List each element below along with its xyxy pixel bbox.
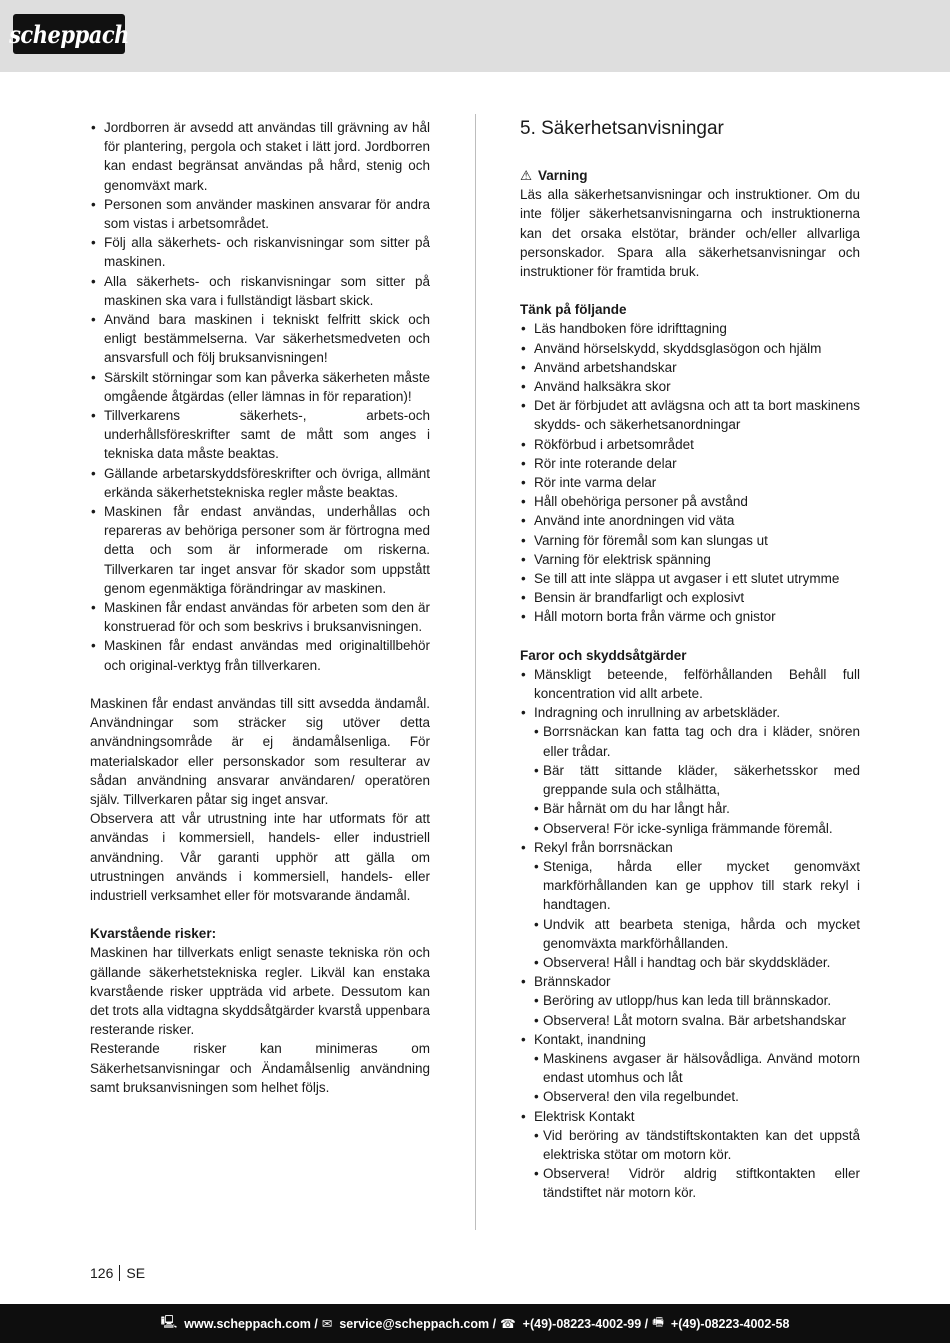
hazard-item-text: Elektrisk Kontakt xyxy=(534,1108,635,1124)
hazard-sub-item: • Observera! den vila regelbundet. xyxy=(520,1087,860,1106)
hazard-item xyxy=(520,1030,860,1107)
computer-icon: 🖳 xyxy=(160,1315,178,1329)
think-heading: Tänk på följande xyxy=(520,302,627,318)
hazard-sub-item: • Undvik att bearbeta steniga, hårda och mycket genomväxta markförhållanden. xyxy=(520,915,860,953)
think-list-item: • Använd arbetshandskar xyxy=(520,358,860,377)
hazard-sub-item: • Vid beröring av tändstiftskontakten kan det uppstå elektriska stötar om motorn kör. xyxy=(520,1126,860,1164)
hazard-sub-item: • Observera! För icke-synliga främmande föremål. xyxy=(520,819,860,838)
scheppach-logo: scheppach xyxy=(13,14,125,54)
hazard-item xyxy=(520,665,860,703)
warning-text: Läs alla säkerhetsanvisningar och instruktioner. Om du inte följer säkerhetsanvisningarna och instruktionerna kan det orsaka elstötar, bränder och/eller allvarliga personskador. Spara alla säkerhetsanvisningar och instruktioner för framtida bruk. xyxy=(520,187,860,280)
usage-bullet-item: • Gällande arbetarskyddsföreskrifter och övriga, allmänt erkända säkerhetstekniska regler måste beaktas. xyxy=(90,464,430,502)
warning-label: Varning xyxy=(538,168,588,183)
think-list-item: • Håll motorn borta från värme och gnistor xyxy=(520,607,860,626)
usage-bullet-item: • Jordborren är avsedd att användas till grävning av hål för plantering, pergola och staket i lätt jord. Jordborren kan endast begränsat användas på hård, stenig och genomväxt mark. xyxy=(90,118,430,195)
page-number-value: 126 xyxy=(90,1265,114,1281)
phone-icon: ☎ xyxy=(500,1317,516,1331)
think-list-item: • Använd inte anordningen vid väta xyxy=(520,511,860,530)
usage-bullet-item: • Särskilt störningar som kan påverka säkerheten måste omgående åtgärdas (eller lämnas in för reparation)! xyxy=(90,368,430,406)
hazard-item-text: Rekyl från borrsnäckan xyxy=(534,839,673,855)
think-list-item: • Varning för föremål som kan slungas ut xyxy=(520,531,860,550)
think-list-item: • Rökförbud i arbetsområdet xyxy=(520,435,860,454)
think-list-item: • Rör inte varma delar xyxy=(520,473,860,492)
hazard-sub-list xyxy=(520,991,860,1029)
usage-bullet-item: • Maskinen får endast användas, underhållas och repareras av behöriga personer som är förtrogna med detta och som är informerade om riskerna. Tillverkaren tar inget ansvar för skador som uppstått genom egenmäktiga förändringar av maskinen. xyxy=(90,502,430,598)
footer-bar xyxy=(0,1304,950,1343)
hazard-sub-item: • Observera! Låt motorn svalna. Bär arbetshandskar xyxy=(520,1011,860,1030)
hazard-item xyxy=(520,838,860,972)
page-number xyxy=(90,1265,145,1281)
right-column xyxy=(520,118,860,1203)
hazard-item-text: Brännskador xyxy=(534,974,611,990)
mail-icon: ✉ xyxy=(321,1317,333,1331)
usage-bullet-item: • Följ alla säkerhets- och riskanvisningar som sitter på maskinen. xyxy=(90,233,430,271)
usage-bullet-item: • Alla säkerhets- och riskanvisningar som sitter på maskinen ska vara i fullständigt läsbart skick. xyxy=(90,272,430,310)
hazard-sub-list xyxy=(520,857,860,972)
hazard-sub-item: • Steniga, hårda eller mycket genomväxt markförhållanden kan ge upphov till stark rekyl i handtagen. xyxy=(520,857,860,915)
hazard-item-text: Mänskligt beteende, felförhållanden Behåll full koncentration vid allt arbete. xyxy=(534,666,860,702)
hazard-item xyxy=(520,972,860,1030)
header-band xyxy=(0,0,950,72)
hazard-sub-list xyxy=(520,1126,860,1203)
residual-risks-heading: Kvarstående risker: xyxy=(90,926,217,942)
think-list-item: • Bensin är brandfarligt och explosivt xyxy=(520,588,860,607)
footer-website[interactable]: www.scheppach.com / xyxy=(184,1316,318,1331)
hazard-sub-item: • Beröring av utlopp/hus kan leda till brännskador. xyxy=(520,991,860,1010)
left-column xyxy=(90,118,430,1097)
section-title: 5. Säkerhetsanvisningar xyxy=(520,118,724,139)
hazard-sub-item: • Observera! Vidrör aldrig stiftkontakten eller tändstiftet när motorn kör. xyxy=(520,1164,860,1202)
usage-bullet-item: • Maskinen får endast användas med originaltillbehör och original-verktyg från tillverkaren. xyxy=(90,636,430,674)
commercial-use-paragraph: Observera att vår utrustning inte har utformats för att användas i kommersiell, handels- eller industriell användning. Vår garanti upphör att gälla om utrustningen används i kommersiell, handels- eller industriell verksamhet eller för motsvarande ändamål. xyxy=(90,811,430,903)
usage-bullet-list xyxy=(90,118,430,675)
hazard-sub-item: • Bär tätt sittande kläder, säkerhetsskor med greppande sula och stålhätta, xyxy=(520,761,860,799)
hazard-item xyxy=(520,1107,860,1203)
page-language: SE xyxy=(126,1265,146,1281)
hazard-sub-item: • Bär hårnät om du har långt hår. xyxy=(520,799,860,818)
intended-use-paragraph: Maskinen får endast användas till sitt avsedda ändamål. Användningar som sträcker sig utöver detta användningsområde är ej ändamålsenliga. För materialskador eller personskador som resulterar av sådan användning ansvarar användaren/ operatören själv. Tillverkaren påtar sig inget ansvar. xyxy=(90,695,430,807)
footer-email[interactable]: service@scheppach.com / xyxy=(339,1316,497,1331)
think-list-item: • Använd hörselskydd, skyddsglasögon och hjälm xyxy=(520,339,860,358)
warning-heading xyxy=(520,166,860,185)
think-list-item: • Rör inte roterande delar xyxy=(520,454,860,473)
usage-bullet-item: • Använd bara maskinen i tekniskt felfritt skick och enligt bestämmelserna. Var säkerhetsmedveten och ansvarsfull och följ bruksanvisningen! xyxy=(90,310,430,368)
hazard-list xyxy=(520,665,860,1203)
usage-bullet-item: • Personen som använder maskinen ansvarar för andra som vistas i arbetsområdet. xyxy=(90,195,430,233)
residual-risks-minimize-paragraph: Resterande risker kan minimeras om Säkerhetsanvisningar och Ändamålsenlig användning samt bruksanvisningen som helhet följs. xyxy=(90,1041,430,1095)
hazard-sub-list xyxy=(520,1049,860,1107)
warning-triangle-icon: ⚠ xyxy=(520,168,533,183)
usage-bullet-item: • Tillverkarens säkerhets-, arbets-och underhållsföreskrifter samt de mått som anges i tekniska data måste beaktas. xyxy=(90,406,430,464)
think-list-item: • Varning för elektrisk spänning xyxy=(520,550,860,569)
footer-fax: +(49)-08223-4002-58 xyxy=(670,1316,790,1331)
hazard-sub-item: • Borrsnäckan kan fatta tag och dra i kläder, snören eller trådar. xyxy=(520,722,860,760)
residual-risks-paragraph: Maskinen har tillverkats enligt senaste tekniska rön och gällande säkerhetstekniska regler. Likväl kan enstaka kvarstående risker uppträda vid arbete. Dessutom kan det trots alla vidtagna skyddsåtgärder kvarstå uppenbara resterande risker. xyxy=(90,945,430,1038)
think-list xyxy=(520,319,860,626)
think-list-item: • Det är förbjudet att avlägsna och att ta bort maskinens skydds- och säkerhetsanordningar xyxy=(520,396,860,434)
hazard-sub-item: • Observera! Håll i handtag och bär skyddskläder. xyxy=(520,953,860,972)
think-list-item: • Håll obehöriga personer på avstånd xyxy=(520,492,860,511)
hazard-item-text: Kontakt, inandning xyxy=(534,1031,646,1047)
fax-icon: 🖷 xyxy=(652,1315,664,1329)
hazard-sub-list xyxy=(520,722,860,837)
think-list-item: • Läs handboken före idrifttagning xyxy=(520,319,860,338)
think-list-item: • Se till att inte släppa ut avgaser i ett slutet utrymme xyxy=(520,569,860,588)
hazard-item xyxy=(520,703,860,837)
think-list-item: • Använd halksäkra skor xyxy=(520,377,860,396)
usage-bullet-item: • Maskinen får endast användas för arbeten som den är konstruerad för och som beskrivs i bruksanvisningen. xyxy=(90,598,430,636)
page-number-separator xyxy=(119,1265,120,1281)
hazards-heading: Faror och skyddsåtgärder xyxy=(520,647,687,663)
column-divider xyxy=(475,114,476,1230)
hazard-sub-item: • Maskinens avgaser är hälsovådliga. Använd motorn endast utomhus och låt xyxy=(520,1049,860,1087)
hazard-item-text: Indragning och inrullning av arbetskläder. xyxy=(534,705,781,721)
footer-phone: +(49)-08223-4002-99 / xyxy=(522,1316,649,1331)
